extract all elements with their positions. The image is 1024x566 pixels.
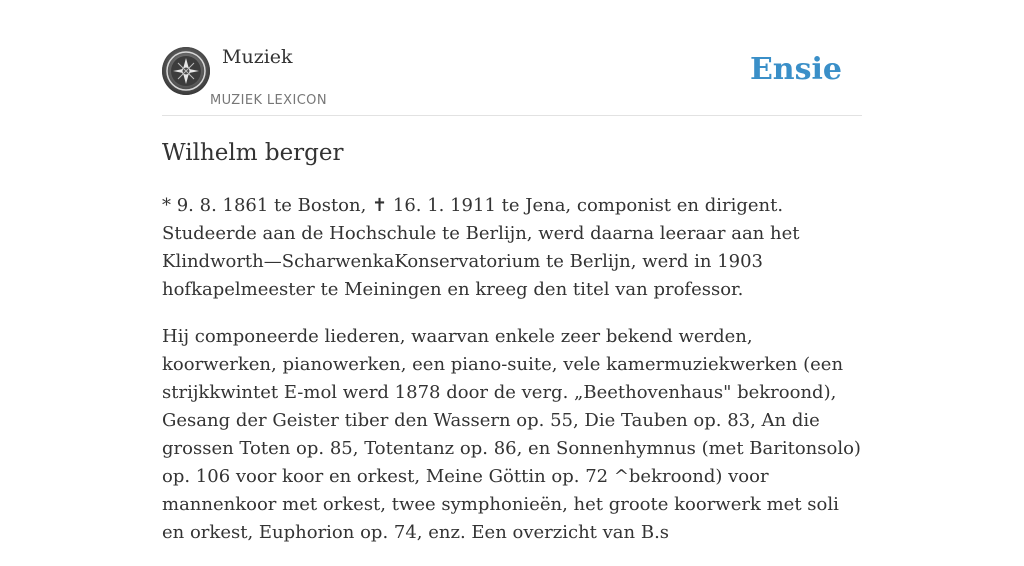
article-paragraph: * 9. 8. 1861 te Boston, ✝ 16. 1. 1911 te Jena, componist en dirigent. Studeerde aan de Hochschule te Berlijn, werd daarna leeraar aan het Klindworth—ScharwenkaKonservatorium te Berlijn, werd in 1903 hofkapelmeester te Meiningen en kreeg den titel van professor. xyxy=(162,195,800,300)
article-title: Wilhelm berger xyxy=(162,140,344,166)
article-content xyxy=(162,192,862,566)
category-avatar[interactable] xyxy=(162,47,210,95)
site-name-link[interactable]: Muziek xyxy=(222,46,293,68)
article-paragraph: Hij componeerde liederen, waarvan enkele zeer bekend werden, koorwerken, pianowerken, een piano-suite, vele kamermuziekwerken (een strijkkwintet E-mol werd 1878 door de verg. „Beethovenhaus" bekroond), Gesang der Geister tiber den Wassern op. 55, Die Tauben op. 83, An die grossen Toten op. 85, Totentanz op. 86, en Sonnenhymnus (met Baritonsolo) op. 106 voor koor en orkest, Meine Göttin op. 72 ^bekroond) voor mannenkoor met orkest, twee symphonieën, het groote koorwerk met soli en orkest, Euphorion op. 74, enz. Een overzicht van B.s xyxy=(162,326,861,543)
emblem-icon xyxy=(162,47,210,95)
brand-logo-link[interactable]: Ensie xyxy=(749,52,842,87)
site-subtitle: MUZIEK LEXICON xyxy=(210,93,327,108)
header xyxy=(162,0,862,116)
page xyxy=(162,0,862,543)
